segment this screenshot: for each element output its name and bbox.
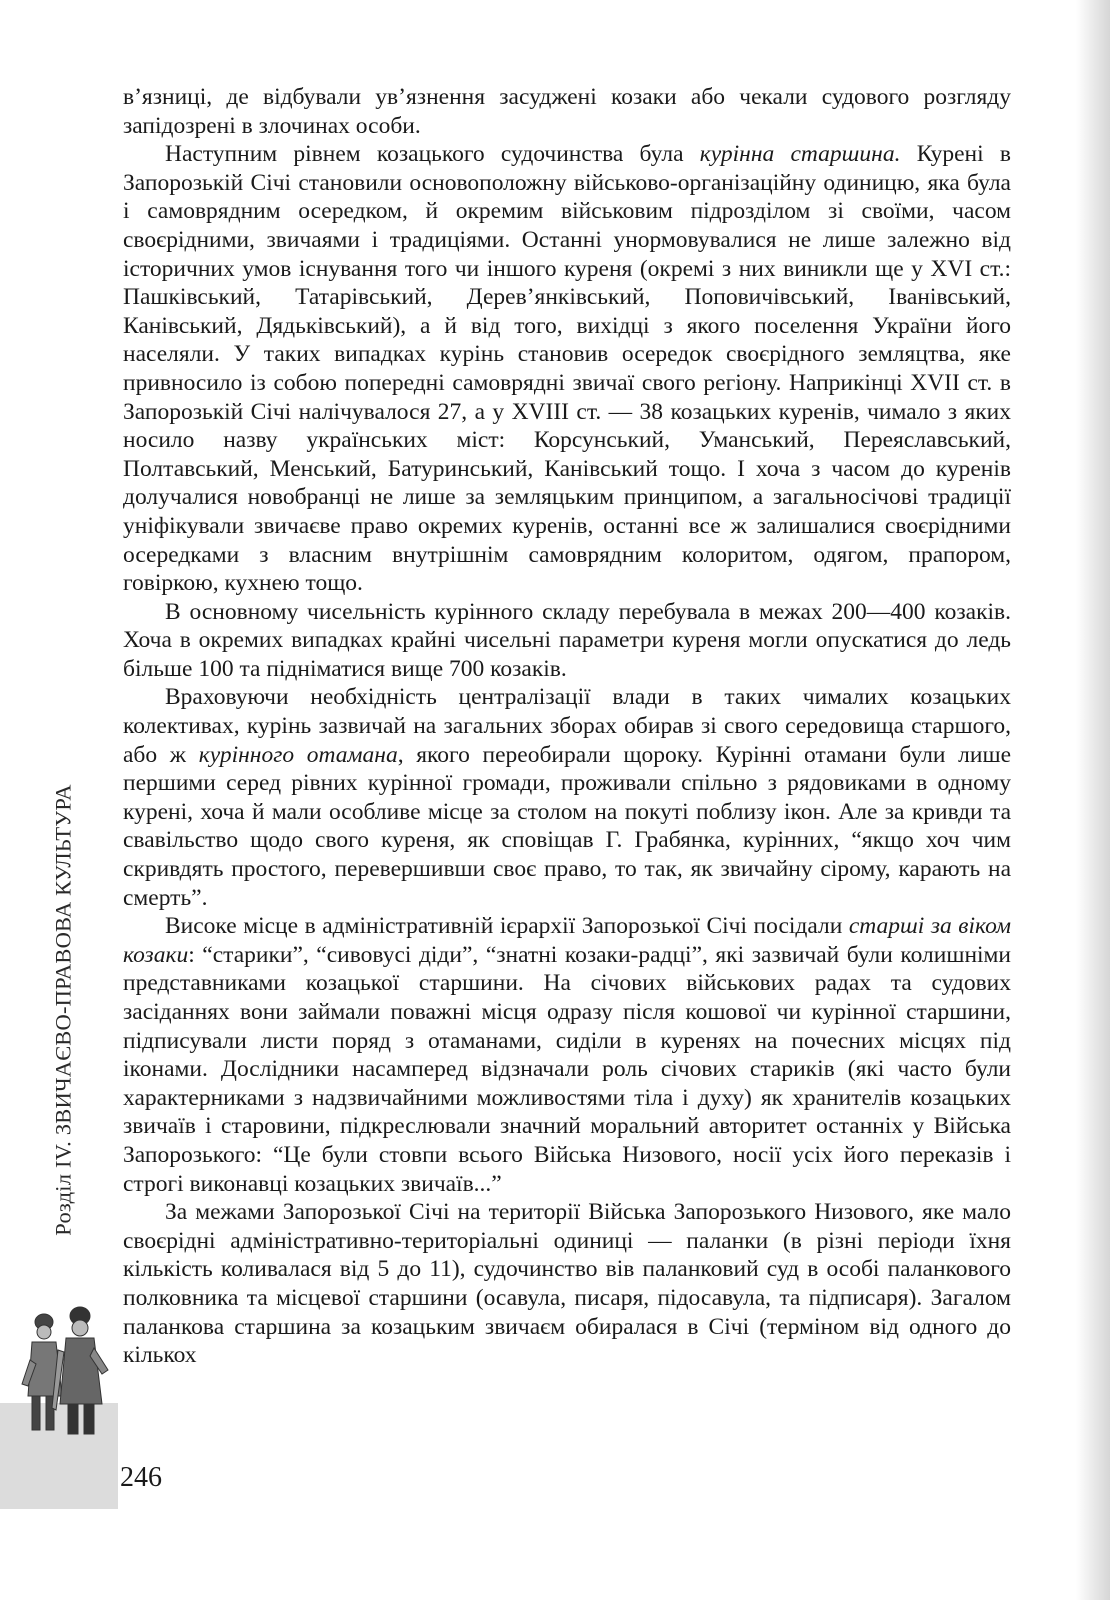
text-run: Наступним рівнем козацького судочинства була [165, 141, 700, 168]
text-run: в’язниці, де відбували ув’язнення засуджені козаки або чекали судового розгляду запідозрені в злочинах особи. [123, 84, 1011, 139]
text-run: Враховуючи необхідність централізації влади в таких чималих козацьких колективах, курінь зазвичай на загальних зборах обирав зі свого середовища старшого, або ж [123, 684, 1011, 768]
body-paragraph [123, 140, 1011, 598]
text-run: Курені в Запорозькій Січі становили основоположну військово-організаційну одиницю, яка була і самоврядним осередком, й окремим військовим підрозділом зі своїми, часом своєрідними, звичаями і традиціями. Останні унормовувалися не лише залежно від історичних умов існування того чи іншого куреня (окремі з них виникли ще у XVI ст.: Пашківський, Татарівський, Дерев’янківський, Поповичівський, Іванівський, Канівський, Дядьківський), а й від того, вихідці з якого поселення України його населяли. У таких випадках курінь становив осередок своєрідного земляцтва, яке привносило із собою попередні самоврядні звичаї свого регіону. Наприкінці XVII ст. в Запорозькій Січі налічувалося 27, а у XVIII ст. — 38 козацьких куренів, чимало з яких носило назву українських міст: Корсунський, Уманський, Переяславський, Полтавський, Менський, Батуринський, Канівський тощо. І хоча з часом до куренів долучалися новобранці не лише за земляцьким принципом, а загальносічові традиції уніфікували звичаєве право окремих куренів, останні все ж залишалися своєрідними осередками з власним внутрішнім самоврядним колоритом, одягом, прапором, говіркою, кухнею тощо. [123, 141, 1012, 597]
italic-term: старші за віком козаки [123, 913, 1011, 968]
body-paragraph [123, 683, 1011, 912]
page-edge-shadow [1076, 0, 1110, 1600]
body-paragraph [123, 598, 1011, 684]
body-paragraph [123, 1198, 1011, 1370]
text-run: : “старики”, “сивовусі діди”, “знатні козаки-радці”, які зазвичай були колишніми представниками козацької старшини. На січових військових радах та судових засіданнях вони займали поважні місця одразу після кошової чи курінної старшини, підписували листи поряд з отаманами, сиділи в куренях на почесних місцях під іконами. Дослідники насамперед відзначали роль січових стариків (які часто були характерниками з надзвичайними можливостями тіла і духу) як хранителів козацьких звичаїв і старовини, підкреслювали значний моральний авторитет останніх у Війська Запорозького: “Це були стовпи всього Війська Низового, носії усіх його переказів і строгі виконавці козацьких звичаїв...” [123, 941, 1011, 1197]
text-run: , якого переобирали щороку. Курінні отамани були лише першими серед рівних курінної громади, проживали спільно з рядовиками в одному курені, хоча й мали особливе місце за столом на покуті поблизу ікон. Але за кривди та свавільство щодо свого куреня, як сповіщав Г. Грабянка, курінних, “якщо хоч чим скривдять простого, перевершивши своє право, то так, як звичайну сірому, карають на смерть”. [123, 741, 1012, 911]
main-text [123, 83, 1011, 1370]
text-run: За межами Запорозької Січі на території Війська Запорозького Низового, яке мало своєрідні адміністративно-територіальні одиниці — паланки (в різні періоди їхня кількість коливалася від 5 до 11), судочинство вів паланковий суд в особі паланкового полковника та місцевої старшини (осавула, писаря, підосавула, та підписаря). Загалом паланкова старшина за козацьким звичаєм обиралася в Січі (терміном від одного до кількох [123, 1199, 1011, 1369]
italic-term: курінного отамана [198, 741, 398, 768]
body-paragraph [123, 912, 1011, 1198]
page-number: 246 [120, 1462, 162, 1493]
text-run: В основному чисельність курінного складу перебувала в межах 200—400 козаків. Хоча в окремих випадках крайні чисельні параметри куреня могли опускатися до ледь більше 100 та підніматися вище 700 козаків. [123, 598, 1011, 682]
body-paragraph [123, 83, 1011, 140]
text-run: Високе місце в адміністративній ієрархії Запорозької Січі посідали [165, 913, 849, 940]
italic-term: курінна старшина. [699, 141, 901, 168]
cossack-figures-illustration-icon [18, 1300, 110, 1436]
running-title: Розділ IV. ЗВИЧАЄВО-ПРАВОВА КУЛЬТУРА [51, 784, 77, 1236]
running-title-vertical [14, 730, 114, 1290]
